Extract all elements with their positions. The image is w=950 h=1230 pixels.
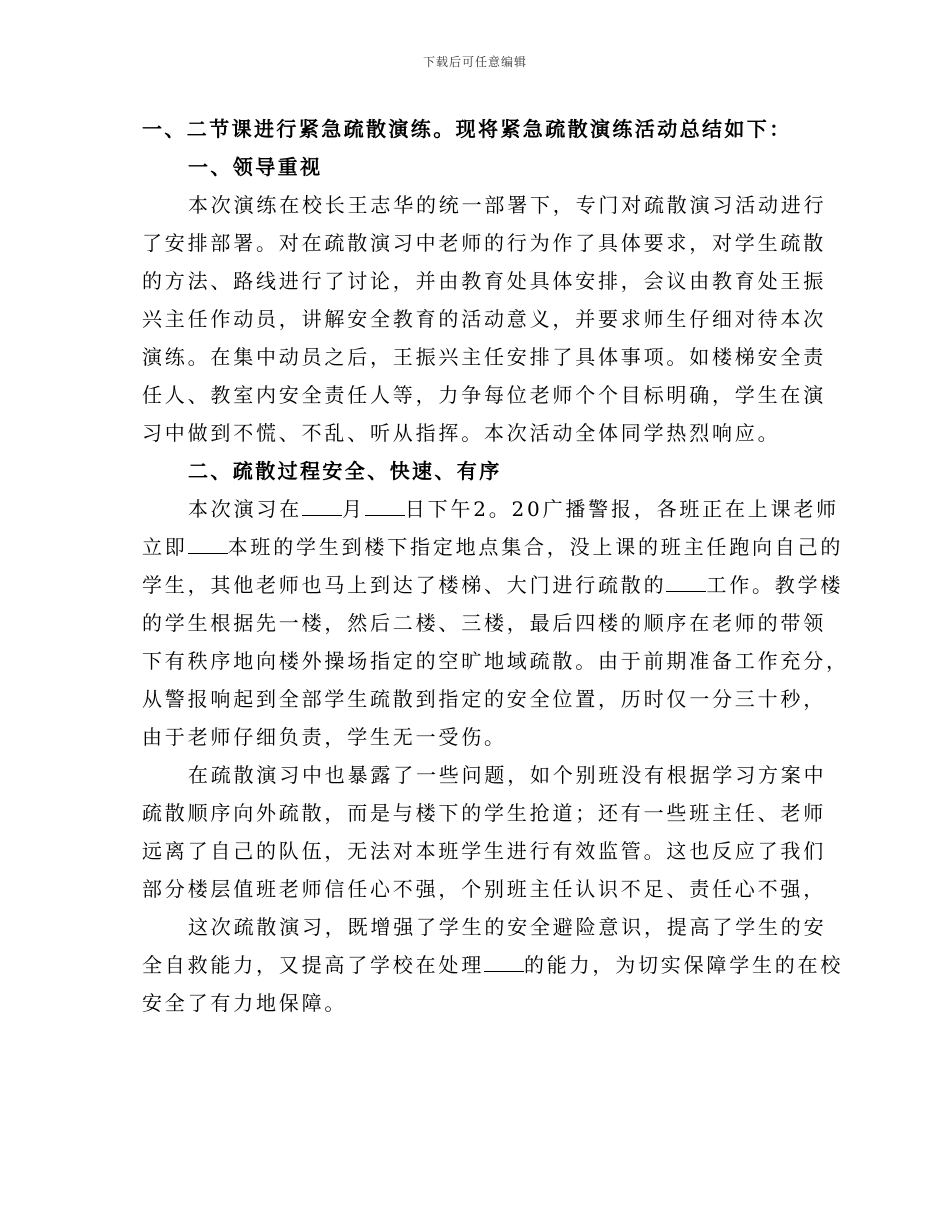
paragraph-line: 下有秩序地向楼外操场指定的空旷地域疏散。由于前期准备工作充分， <box>142 649 849 673</box>
paragraph-line: 兴主任作动员，讲解安全教育的活动意义，并要求师生仔细对待本次 <box>142 307 826 331</box>
text-segment: 日下午2。20广播警报，各班正在上课老师 <box>404 497 839 521</box>
fill-blank <box>666 569 706 592</box>
section-heading-evacuation: 二、疏散过程安全、快速、有序 <box>188 459 502 483</box>
fill-blank <box>302 493 342 516</box>
paragraph-line: 部分楼层值班老师信任心不强，个别班主任认识不足、责任心不强， <box>142 877 826 901</box>
text-segment: 立即 <box>142 535 188 559</box>
document-body <box>142 110 849 1022</box>
text-segment: 的能力，为切实保障学生的在校 <box>524 953 844 977</box>
fill-blank <box>365 493 405 516</box>
paragraph-line: 的学生根据先一楼，然后二楼、三楼，最后四楼的顺序在老师的带领 <box>142 611 826 635</box>
paragraph-line: 的方法、路线进行了讨论，并由教育处具体安排，会议由教育处王振 <box>142 269 826 293</box>
paragraph-line: 演练。在集中动员之后，王振兴主任安排了具体事项。如楼梯安全责 <box>142 345 826 369</box>
paragraph-line: 任人、教室内安全责任人等，力争每位老师个个目标明确，学生在演 <box>142 383 826 407</box>
paragraph-line: 在疏散演习中也暴露了一些问题，如个别班没有根据学习方案中 <box>188 763 827 787</box>
paragraph-line: 习中做到不慌、不乱、听从指挥。本次活动全体同学热烈响应。 <box>142 421 781 445</box>
paragraph-line: 远离了自己的队伍，无法对本班学生进行有效监管。这也反应了我们 <box>142 839 826 863</box>
text-segment: 工作。教学楼 <box>706 573 844 597</box>
paragraph-line-with-blanks <box>142 528 844 566</box>
header-note: 下载后可任意编辑 <box>422 55 527 69</box>
paragraph-line-with-blanks <box>142 566 844 604</box>
paragraph-line: 由于老师仔细负责，学生无一受伤。 <box>142 725 507 749</box>
paragraph-line-with-blanks <box>142 490 839 528</box>
paragraph-line: 这次疏散演习，既增强了学生的安全避险意识，提高了学生的安 <box>188 915 827 939</box>
fill-blank <box>188 531 228 554</box>
text-segment: 全自救能力，又提高了学校在处理 <box>142 953 484 977</box>
text-segment: 本次演习在 <box>188 497 302 521</box>
section-heading-leadership: 一、领导重视 <box>188 155 323 179</box>
text-segment: 学生，其他老师也马上到达了楼梯、大门进行疏散的 <box>142 573 667 597</box>
paragraph-line: 安全了有力地保障。 <box>142 991 348 1015</box>
paragraph-line: 本次演练在校长王志华的统一部署下，专门对疏散演习活动进行 <box>188 193 827 217</box>
intro-heading-line: 一、二节课进行紧急疏散演练。现将紧急疏散演练活动总结如下： <box>142 117 792 141</box>
text-segment: 月 <box>342 497 365 521</box>
paragraph-line: 疏散顺序向外疏散，而是与楼下的学生抢道；还有一些班主任、老师 <box>142 801 826 825</box>
fill-blank <box>484 949 524 972</box>
paragraph-line: 了安排部署。对在疏散演习中老师的行为作了具体要求，对学生疏散 <box>142 231 826 255</box>
paragraph-line: 从警报响起到全部学生疏散到指定的安全位置，历时仅一分三十秒， <box>142 687 826 711</box>
text-segment: 本班的学生到楼下指定地点集合，没上课的班主任跑向自己的 <box>227 535 844 559</box>
paragraph-line-with-blanks <box>142 946 844 984</box>
